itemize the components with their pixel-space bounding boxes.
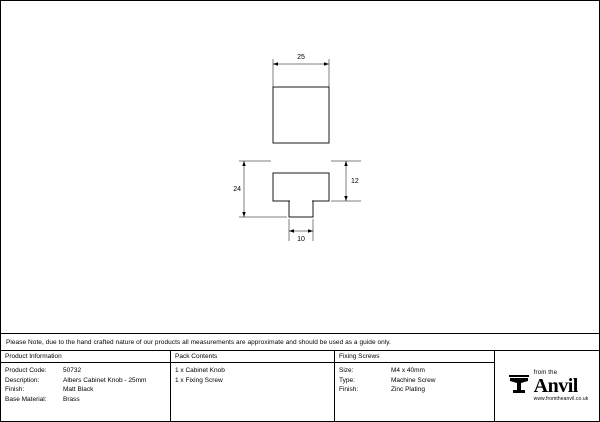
product-information-header-label: Product Information [5, 353, 62, 360]
fixing-screws-body [335, 363, 494, 395]
dim-arrow [344, 161, 347, 166]
measurement-note-text: Please Note, due to the hand crafted nature of our products all measurements are approximate and should be used as a guide only. [6, 338, 391, 346]
product-information-body [1, 363, 170, 404]
anvil-icon [508, 371, 530, 401]
dim-side-projection-label: 12 [351, 178, 359, 185]
base-material-value: Brass [63, 395, 80, 403]
table-row [5, 376, 170, 386]
measurement-note-bar [1, 333, 599, 351]
pack-contents-header-label: Pack Contents [175, 353, 218, 360]
table-row [339, 366, 494, 376]
logo-from-text: from the [533, 370, 558, 376]
table-row [339, 385, 494, 395]
dim-arrow [273, 62, 278, 65]
screw-type-label: Type: [339, 376, 355, 384]
table-row [5, 366, 170, 376]
dim-arrow [308, 229, 313, 232]
screw-finish-label: Finish: [339, 386, 359, 393]
finish-label: Finish: [5, 386, 25, 393]
product-information-column [1, 351, 171, 421]
table-row [5, 395, 170, 405]
side-view-head [273, 173, 329, 201]
table-row [5, 385, 170, 395]
fixing-screws-header [335, 351, 494, 363]
dim-arrow [289, 229, 294, 232]
logo-name-text: Anvil [533, 375, 578, 397]
top-view-square [273, 87, 329, 143]
dim-arrow [344, 196, 347, 201]
dim-top-width-label: 25 [297, 54, 305, 61]
finish-value: Matt Black [63, 386, 94, 393]
dim-side-height-label: 24 [233, 186, 241, 193]
table-row [339, 376, 494, 386]
fixing-screws-column [335, 351, 495, 421]
pack-contents-header [171, 351, 334, 363]
fixing-screws-header-label: Fixing Screws [339, 353, 380, 360]
side-view-stem [289, 201, 313, 217]
product-code-label: Product Code: [5, 367, 47, 374]
list-item: 1 x Cabinet Knob [175, 367, 225, 374]
product-information-header [1, 351, 170, 363]
drawing-svg [1, 1, 599, 333]
product-technical-drawing [1, 1, 599, 333]
pack-contents-column [171, 351, 335, 421]
base-material-label: Base Material: [5, 395, 47, 403]
description-label: Description: [5, 376, 40, 384]
logo-url-text: www.fromtheanvil.co.uk [533, 396, 589, 402]
brand-logo-column [495, 351, 599, 421]
dim-arrow [324, 62, 329, 65]
pack-contents-body [171, 363, 334, 385]
product-code-value: 50732 [63, 367, 82, 374]
screw-type-value: Machine Screw [391, 376, 436, 384]
dim-arrow [242, 212, 245, 217]
dim-arrow [242, 161, 245, 166]
description-value: Albers Cabinet Knob - 25mm [63, 376, 147, 384]
info-table [1, 351, 599, 421]
screw-size-value: M4 x 40mm [391, 367, 425, 374]
brand-logo [495, 351, 599, 421]
screw-size-label: Size: [339, 367, 354, 374]
list-item: 1 x Fixing Screw [175, 376, 223, 384]
screw-finish-value: Zinc Plating [391, 386, 425, 393]
dim-stem-width-label: 10 [297, 236, 305, 243]
